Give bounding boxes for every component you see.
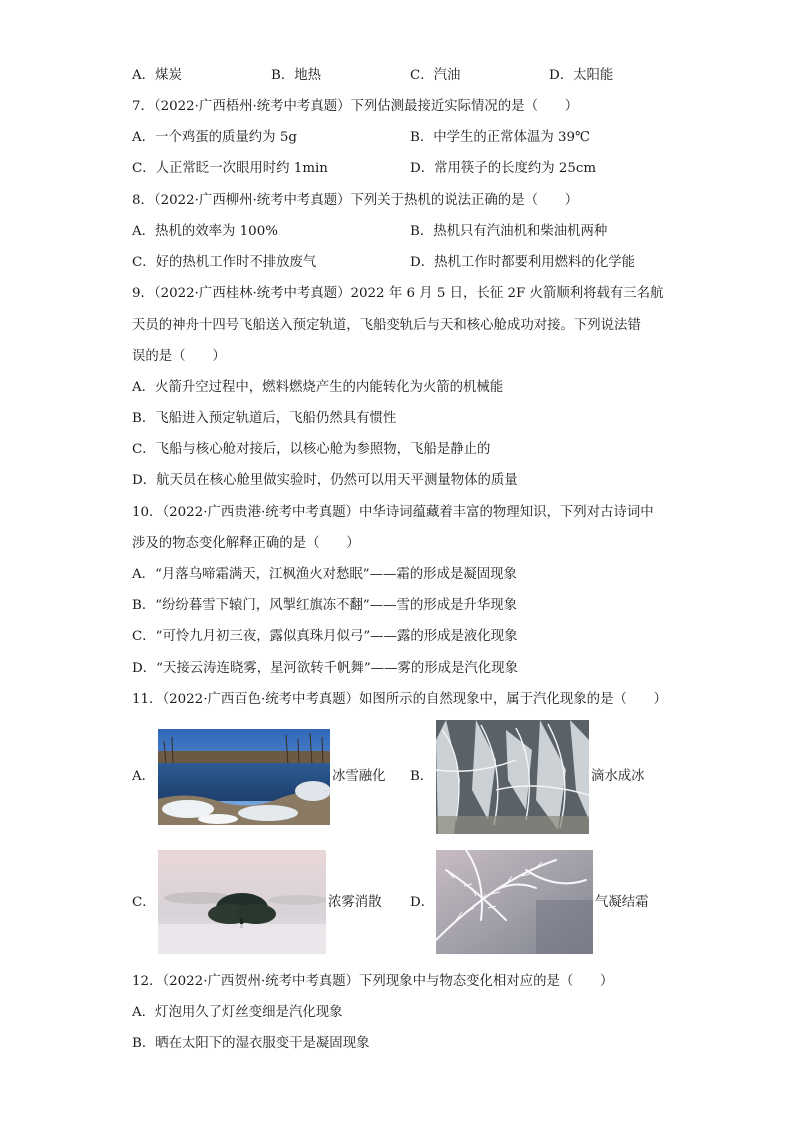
q11-option-b-caption: 滴水成冰 [591,769,645,784]
q7-stem: 7．（2022·广西梧州·统考中考真题）下列估测最接近实际情况的是（ ） [132,99,579,114]
q10-option-c: C．“可怜九月初三夜，露似真珠月似弓”——露的形成是液化现象 [132,629,518,644]
q11-option-b-photo [436,720,589,834]
q6-option-a: A．煤炭 [132,68,182,83]
q8-option-a: A．热机的效率为 100% [132,224,278,239]
q6-option-c: C．汽油 [410,68,461,83]
q11-option-a-letter: A． [132,769,156,784]
q10-option-b: B．“纷纷暮雪下辕门，风掣红旗冻不翻”——雪的形成是升华现象 [132,598,518,613]
q8-option-c: C．好的热机工作时不排放废气 [132,255,317,270]
q10-stem-line-2: 涉及的物态变化解释正确的是（ ） [132,536,360,551]
q11-option-c-caption: 浓雾消散 [328,895,382,910]
q9-option-b: B．飞船进入预定轨道后，飞船仍然具有惯性 [132,411,397,426]
q7-option-b: B．中学生的正常体温为 39℃ [410,130,591,145]
q11-option-c-letter: C． [132,895,156,910]
q10-stem-line-1: 10．（2022·广西贵港·统考中考真题）中华诗词蕴藏着丰富的物理知识，下列对古诗词中 [132,505,654,520]
q12-stem: 12．（2022·广西贺州·统考中考真题）下列现象中与物态变化相对应的是（ ） [132,974,614,989]
q7-option-c: C．人正常眨一次眼用时约 1min [132,161,328,176]
q7-option-a: A．一个鸡蛋的质量约为 5g [132,130,297,145]
q10-option-d: D．“天接云涛连晓雾，星河欲转千帆舞”——雾的形成是汽化现象 [132,661,518,676]
q8-stem: 8．（2022·广西柳州·统考中考真题）下列关于热机的说法正确的是（ ） [132,193,579,208]
q11-option-d-caption: 气凝结霜 [595,895,649,910]
q11-option-a-caption: 冰雪融化 [332,769,386,784]
q8-option-b: B．热机只有汽油机和柴油机两种 [410,224,608,239]
q6-option-b: B．地热 [271,68,322,83]
q11-option-d-letter: D． [410,895,435,910]
q11-stem: 11．（2022·广西百色·统考中考真题）如图所示的自然现象中，属于汽化现象的是（ ） [132,692,667,707]
q9-option-d: D．航天员在核心舱里做实验时，仍然可以用天平测量物体的质量 [132,473,518,488]
q6-option-d: D．太阳能 [549,68,614,83]
q12-option-a: A．灯泡用久了灯丝变细是汽化现象 [132,1005,343,1020]
q11-option-c-photo [158,850,326,954]
q9-option-c: C．飞船与核心舱对接后，以核心舱为参照物，飞船是静止的 [132,442,491,457]
q9-stem-line-2: 天员的神舟十四号飞船送入预定轨道，飞船变轨后与天和核心舱成功对接。下列说法错 [132,318,641,333]
q11-option-a-photo [158,729,330,825]
q12-option-b: B．晒在太阳下的湿衣服变干是凝固现象 [132,1036,370,1051]
q11-option-d-photo [436,850,593,954]
q9-stem-line-1: 9．（2022·广西桂林·统考中考真题）2022 年 6 月 5 日，长征 2F 火箭顺利将载有三名航 [132,286,664,301]
q10-option-a: A．“月落乌啼霜满天，江枫渔火对愁眠”——霜的形成是凝固现象 [132,567,517,582]
q8-option-d: D．热机工作时都要利用燃料的化学能 [410,255,635,270]
q11-option-b-letter: B． [410,769,434,784]
q7-option-d: D．常用筷子的长度约为 25cm [410,161,597,176]
q9-stem-line-3: 误的是（ ） [132,349,226,364]
q9-option-a: A．火箭升空过程中，燃料燃烧产生的内能转化为火箭的机械能 [132,380,504,395]
